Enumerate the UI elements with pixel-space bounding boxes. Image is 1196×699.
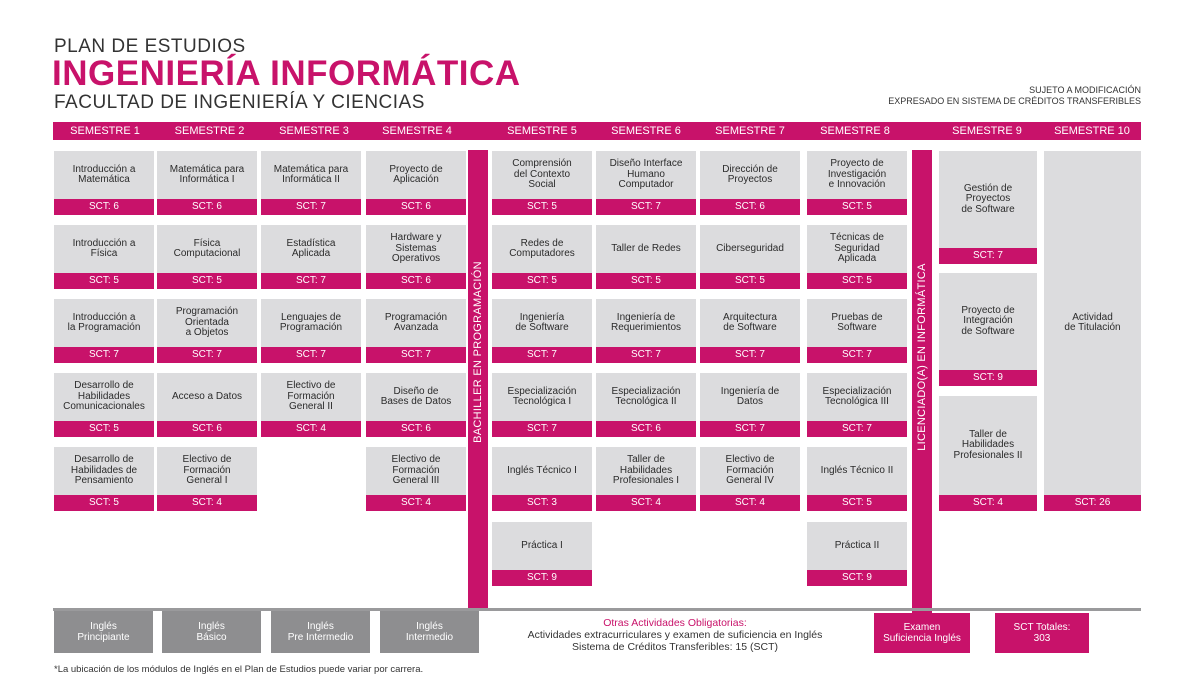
english-module-label: Inglés Principiante [77, 621, 130, 643]
course-name: Taller de Redes [611, 242, 681, 254]
course-name: Práctica I [521, 539, 563, 551]
course-name: Inglés Técnico I [507, 464, 577, 476]
course-name: Física Computacional [173, 237, 241, 259]
course-sct: SCT: 6 [366, 199, 466, 215]
course-card [54, 373, 154, 437]
semester-label: SEMESTRE 5 [507, 125, 577, 137]
course-card [807, 299, 907, 363]
course-name: Electivo de Formación General I [182, 454, 232, 487]
course-name: Diseño Interface Humano Computador [609, 158, 683, 191]
course-card [700, 151, 800, 215]
bachiller-label: BACHILLER EN PROGRAMACIÓN [472, 261, 484, 443]
semester-label: SEMESTRE 9 [952, 125, 1022, 137]
english-exam-box [874, 613, 970, 653]
course-name: Desarrollo de Habilidades de Pensamiento [70, 454, 138, 487]
course-sct: SCT: 5 [54, 273, 154, 289]
course-card [700, 373, 800, 437]
course-name: Ciberseguridad [716, 242, 784, 254]
course-sct: SCT: 4 [157, 495, 257, 511]
semester-label: SEMESTRE 6 [611, 125, 681, 137]
course-name: Inglés Técnico II [820, 464, 894, 476]
course-sct: SCT: 6 [366, 421, 466, 437]
course-sct: SCT: 5 [807, 495, 907, 511]
course-sct: SCT: 7 [492, 421, 592, 437]
course-card [366, 151, 466, 215]
other-activities-title: Otras Actividades Obligatorias: [603, 617, 747, 629]
course-sct: SCT: 5 [596, 273, 696, 289]
course-name: Programación Avanzada [384, 311, 448, 333]
course-name: Actividad de Titulación [1064, 311, 1121, 333]
course-card [596, 447, 696, 511]
course-sct: SCT: 6 [366, 273, 466, 289]
course-sct: SCT: 5 [54, 495, 154, 511]
header-pre: PLAN DE ESTUDIOS [54, 36, 246, 57]
course-name: Especialización Tecnológica III [822, 385, 892, 407]
course-card [596, 225, 696, 289]
course-sct: SCT: 3 [492, 495, 592, 511]
course-sct: SCT: 5 [157, 273, 257, 289]
course-name: Dirección de Proyectos [722, 163, 778, 185]
course-card [700, 299, 800, 363]
course-card [261, 225, 361, 289]
course-card [157, 151, 257, 215]
course-card [939, 273, 1037, 386]
course-sct: SCT: 7 [807, 421, 907, 437]
semester-label: SEMESTRE 2 [174, 125, 245, 137]
course-sct: SCT: 6 [54, 199, 154, 215]
course-sct: SCT: 4 [596, 495, 696, 511]
course-card [492, 151, 592, 215]
course-card [492, 225, 592, 289]
course-card [807, 522, 907, 586]
course-name: Redes de Computadores [509, 237, 575, 259]
course-name: Especialización Tecnológica I [507, 385, 577, 407]
course-name: Ingeniería de Datos [720, 385, 780, 407]
course-card [261, 151, 361, 215]
course-card [54, 151, 154, 215]
course-name: Comprensión del Contexto Social [512, 158, 572, 191]
course-sct: SCT: 4 [366, 495, 466, 511]
course-name: Ingeniería de Requerimientos [610, 311, 682, 333]
course-card [261, 373, 361, 437]
course-name: Proyecto de Aplicación [389, 163, 443, 185]
course-card [261, 299, 361, 363]
page-title: INGENIERÍA INFORMÁTICA [52, 54, 521, 93]
course-name: Programación Orientada a Objetos [175, 306, 239, 339]
course-name: Matemática para Informática II [273, 163, 349, 185]
course-card [939, 396, 1037, 511]
course-name: Taller de Habilidades Profesionales II [953, 428, 1023, 461]
english-module [380, 611, 479, 653]
course-card [807, 373, 907, 437]
course-sct: SCT: 6 [700, 199, 800, 215]
course-card [492, 373, 592, 437]
course-name: Introducción a Matemática [72, 163, 136, 185]
course-card [700, 447, 800, 511]
total-sct-label: SCT Totales: 303 [1013, 622, 1071, 644]
licenciado-label: LICENCIADO(A) EN INFORMÁTICA [916, 263, 928, 451]
course-card [157, 447, 257, 511]
total-sct-box [995, 613, 1089, 653]
semester-label: SEMESTRE 1 [70, 125, 140, 137]
course-name: Introducción a Física [72, 237, 136, 259]
course-card [54, 299, 154, 363]
course-card [700, 225, 800, 289]
note-modification: SUJETO A MODIFICACIÓN [1029, 85, 1141, 95]
course-card [807, 225, 907, 289]
semester-label: SEMESTRE 4 [382, 125, 452, 137]
course-sct: SCT: 4 [939, 495, 1037, 511]
course-sct: SCT: 7 [54, 347, 154, 363]
english-module-label: Inglés Intermedio [405, 621, 454, 643]
english-module-label: Inglés Básico [196, 621, 227, 643]
other-activities [480, 617, 870, 653]
course-card [157, 299, 257, 363]
course-name: Estadística Aplicada [286, 237, 336, 259]
course-name: Gestión de Proyectos de Software [961, 182, 1015, 215]
course-sct: SCT: 4 [700, 495, 800, 511]
course-name: Proyecto de Investigación e Innovación [827, 158, 887, 191]
other-activities-line2: Sistema de Créditos Transferibles: 15 (SCT) [572, 641, 778, 653]
course-sct: SCT: 5 [807, 273, 907, 289]
course-name: Introducción a la Programación [67, 311, 141, 333]
course-card [492, 447, 592, 511]
english-module [54, 611, 153, 653]
course-name: Acceso a Datos [171, 390, 243, 402]
course-card [596, 299, 696, 363]
course-card [807, 151, 907, 215]
course-sct: SCT: 7 [700, 421, 800, 437]
course-name: Diseño de Bases de Datos [380, 385, 452, 407]
course-sct: SCT: 7 [939, 248, 1037, 264]
course-name: Arquitectura de Software [723, 311, 777, 333]
course-name: Especialización Tecnológica II [611, 385, 681, 407]
course-sct: SCT: 6 [157, 421, 257, 437]
course-sct: SCT: 7 [366, 347, 466, 363]
course-card [366, 225, 466, 289]
course-sct: SCT: 5 [807, 199, 907, 215]
course-card [157, 225, 257, 289]
course-sct: SCT: 5 [54, 421, 154, 437]
course-name: Matemática para Informática I [169, 163, 245, 185]
course-card [157, 373, 257, 437]
semester-label: SEMESTRE 10 [1054, 125, 1130, 137]
other-activities-line1: Actividades extracurriculares y examen de suficiencia en Inglés [527, 629, 823, 641]
course-card [366, 447, 466, 511]
english-module [271, 611, 370, 653]
course-name: Taller de Habilidades Profesionales I [612, 454, 680, 487]
english-exam-label: Examen Suficiencia Inglés [883, 622, 961, 644]
course-sct: SCT: 9 [939, 370, 1037, 386]
english-module [162, 611, 261, 653]
course-card [807, 447, 907, 511]
course-card [492, 522, 592, 586]
course-card [54, 225, 154, 289]
course-sct: SCT: 5 [700, 273, 800, 289]
course-sct: SCT: 6 [157, 199, 257, 215]
course-card [1044, 151, 1141, 511]
course-sct: SCT: 7 [157, 347, 257, 363]
course-name: Ingeniería de Software [515, 311, 569, 333]
course-sct: SCT: 7 [807, 347, 907, 363]
course-sct: SCT: 7 [261, 199, 361, 215]
course-sct: SCT: 7 [261, 347, 361, 363]
course-card [366, 299, 466, 363]
semester-label: SEMESTRE 3 [279, 125, 349, 137]
course-name: Proyecto de Integración de Software [961, 304, 1015, 337]
top-note [888, 85, 1141, 107]
course-name: Hardware y Sistemas Operativos [390, 232, 442, 265]
course-name: Electivo de Formación General IV [725, 454, 775, 487]
course-name: Electivo de Formación General III [391, 454, 441, 487]
course-sct: SCT: 4 [261, 421, 361, 437]
course-card [366, 373, 466, 437]
english-module-label: Inglés Pre Intermedio [287, 621, 354, 643]
note-sct: EXPRESADO EN SISTEMA DE CRÉDITOS TRANSFERIBLES [888, 96, 1141, 106]
semester-label: SEMESTRE 8 [820, 125, 890, 137]
course-card [596, 151, 696, 215]
course-name: Desarrollo de Habilidades Comunicacionales [63, 380, 145, 413]
course-sct: SCT: 6 [596, 421, 696, 437]
course-sct: SCT: 7 [261, 273, 361, 289]
course-sct: SCT: 26 [1044, 495, 1141, 511]
course-name: Electivo de Formación General II [286, 380, 336, 413]
course-sct: SCT: 7 [596, 347, 696, 363]
course-name: Pruebas de Software [831, 311, 883, 333]
course-sct: SCT: 5 [492, 273, 592, 289]
course-name: Lenguajes de Programación [279, 311, 343, 333]
course-name: Técnicas de Seguridad Aplicada [830, 232, 884, 265]
semester-label: SEMESTRE 7 [715, 125, 785, 137]
course-card [939, 151, 1037, 264]
course-sct: SCT: 7 [492, 347, 592, 363]
course-sct: SCT: 5 [492, 199, 592, 215]
course-sct: SCT: 7 [596, 199, 696, 215]
course-card [596, 373, 696, 437]
faculty-name: FACULTAD DE INGENIERÍA Y CIENCIAS [54, 92, 425, 113]
course-sct: SCT: 7 [700, 347, 800, 363]
course-card [492, 299, 592, 363]
footnote: *La ubicación de los módulos de Inglés en el Plan de Estudios puede variar por carrera. [54, 664, 424, 675]
course-card [54, 447, 154, 511]
course-sct: SCT: 9 [492, 570, 592, 586]
course-sct: SCT: 9 [807, 570, 907, 586]
course-name: Práctica II [834, 539, 880, 551]
